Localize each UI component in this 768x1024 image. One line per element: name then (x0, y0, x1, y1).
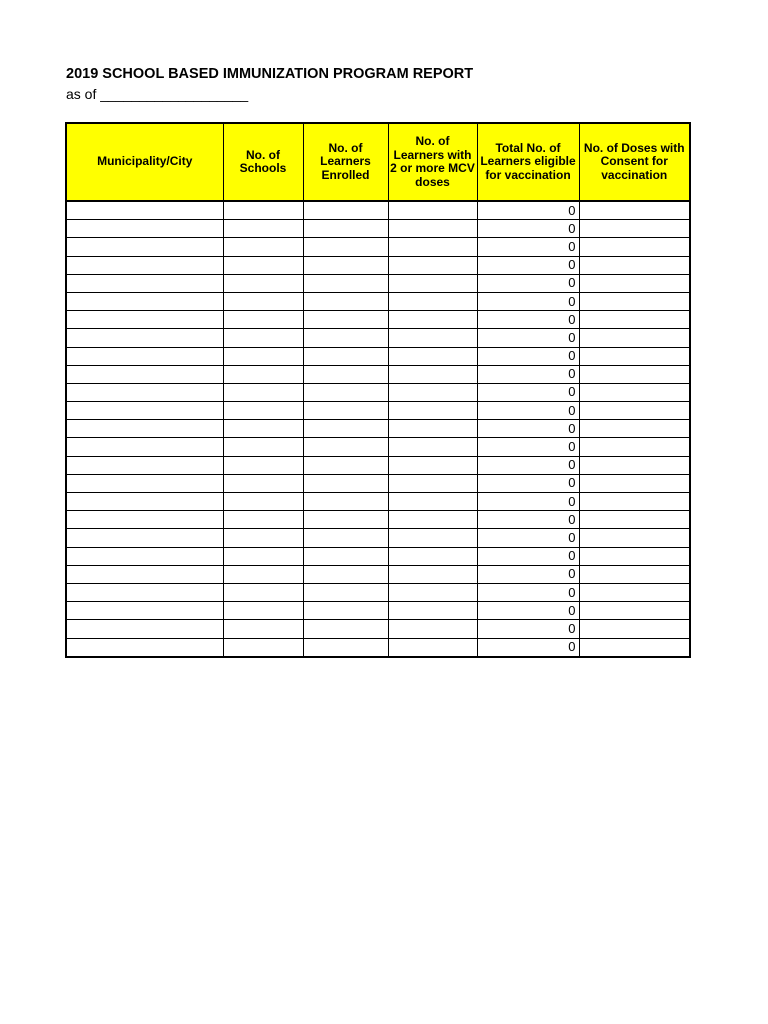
municipality-cell[interactable] (66, 329, 223, 347)
municipality-cell[interactable] (66, 474, 223, 492)
municipality-cell[interactable] (66, 638, 223, 657)
enrolled-cell[interactable] (303, 274, 388, 292)
consent-cell[interactable] (579, 420, 690, 438)
enrolled-cell[interactable] (303, 201, 388, 220)
mcv-doses-cell[interactable] (388, 420, 477, 438)
enrolled-cell[interactable] (303, 547, 388, 565)
municipality-cell[interactable] (66, 511, 223, 529)
enrolled-cell[interactable] (303, 456, 388, 474)
eligible-cell[interactable]: 0 (477, 583, 579, 601)
consent-cell[interactable] (579, 365, 690, 383)
municipality-cell[interactable] (66, 420, 223, 438)
table-row (66, 420, 690, 438)
enrolled-cell[interactable] (303, 565, 388, 583)
eligible-cell[interactable]: 0 (477, 347, 579, 365)
consent-cell[interactable] (579, 456, 690, 474)
consent-cell[interactable] (579, 238, 690, 256)
consent-cell[interactable] (579, 329, 690, 347)
mcv-doses-cell[interactable] (388, 438, 477, 456)
table-row (66, 220, 690, 238)
municipality-cell[interactable] (66, 493, 223, 511)
eligible-cell[interactable]: 0 (477, 220, 579, 238)
table-row (66, 565, 690, 583)
consent-cell[interactable] (579, 620, 690, 638)
enrolled-cell[interactable] (303, 602, 388, 620)
consent-cell[interactable] (579, 511, 690, 529)
mcv-doses-cell[interactable] (388, 292, 477, 310)
municipality-cell[interactable] (66, 220, 223, 238)
mcv-doses-cell[interactable] (388, 602, 477, 620)
eligible-cell[interactable]: 0 (477, 529, 579, 547)
consent-cell[interactable] (579, 547, 690, 565)
mcv-doses-cell[interactable] (388, 547, 477, 565)
schools-cell[interactable] (223, 456, 303, 474)
consent-cell[interactable] (579, 311, 690, 329)
schools-cell[interactable] (223, 547, 303, 565)
enrolled-cell[interactable] (303, 493, 388, 511)
consent-cell[interactable] (579, 474, 690, 492)
municipality-cell[interactable] (66, 547, 223, 565)
schools-cell[interactable] (223, 292, 303, 310)
table-row (66, 638, 690, 657)
enrolled-cell[interactable] (303, 347, 388, 365)
table-row (66, 365, 690, 383)
enrolled-cell[interactable] (303, 529, 388, 547)
schools-cell[interactable] (223, 201, 303, 220)
consent-cell[interactable] (579, 565, 690, 583)
header-doses-with-consent: No. of Doses with Consent for vaccination (579, 123, 690, 201)
table-row (66, 474, 690, 492)
eligible-cell[interactable]: 0 (477, 201, 579, 220)
enrolled-cell[interactable] (303, 511, 388, 529)
mcv-doses-cell[interactable] (388, 402, 477, 420)
mcv-doses-cell[interactable] (388, 474, 477, 492)
municipality-cell[interactable] (66, 438, 223, 456)
report-table (65, 122, 691, 658)
schools-cell[interactable] (223, 638, 303, 657)
table-row (66, 311, 690, 329)
enrolled-cell[interactable] (303, 292, 388, 310)
mcv-doses-cell[interactable] (388, 565, 477, 583)
mcv-doses-cell[interactable] (388, 220, 477, 238)
table-row (66, 602, 690, 620)
eligible-cell[interactable]: 0 (477, 474, 579, 492)
municipality-cell[interactable] (66, 602, 223, 620)
mcv-doses-cell[interactable] (388, 583, 477, 601)
eligible-cell[interactable]: 0 (477, 620, 579, 638)
enrolled-cell[interactable] (303, 420, 388, 438)
consent-cell[interactable] (579, 493, 690, 511)
mcv-doses-cell[interactable] (388, 311, 477, 329)
eligible-cell[interactable]: 0 (477, 311, 579, 329)
municipality-cell[interactable] (66, 529, 223, 547)
eligible-cell[interactable]: 0 (477, 547, 579, 565)
eligible-cell[interactable]: 0 (477, 493, 579, 511)
consent-cell[interactable] (579, 201, 690, 220)
consent-cell[interactable] (579, 529, 690, 547)
table-row (66, 383, 690, 401)
table-row (66, 493, 690, 511)
schools-cell[interactable] (223, 402, 303, 420)
table-row (66, 583, 690, 601)
eligible-cell[interactable]: 0 (477, 292, 579, 310)
schools-cell[interactable] (223, 602, 303, 620)
header-learners-2-mcv-doses: No. of Learners with 2 or more MCV doses (388, 123, 477, 201)
table-row (66, 529, 690, 547)
eligible-cell[interactable]: 0 (477, 402, 579, 420)
mcv-doses-cell[interactable] (388, 365, 477, 383)
enrolled-cell[interactable] (303, 365, 388, 383)
consent-cell[interactable] (579, 256, 690, 274)
table-row (66, 456, 690, 474)
consent-cell[interactable] (579, 292, 690, 310)
schools-cell[interactable] (223, 565, 303, 583)
municipality-cell[interactable] (66, 620, 223, 638)
enrolled-cell[interactable] (303, 620, 388, 638)
schools-cell[interactable] (223, 511, 303, 529)
header-total-eligible: Total No. of Learners eligible for vaccination (477, 123, 579, 201)
mcv-doses-cell[interactable] (388, 511, 477, 529)
schools-cell[interactable] (223, 620, 303, 638)
eligible-cell[interactable]: 0 (477, 456, 579, 474)
mcv-doses-cell[interactable] (388, 456, 477, 474)
table-row (66, 511, 690, 529)
mcv-doses-cell[interactable] (388, 529, 477, 547)
municipality-cell[interactable] (66, 311, 223, 329)
municipality-cell[interactable] (66, 583, 223, 601)
table-row (66, 329, 690, 347)
eligible-cell[interactable]: 0 (477, 602, 579, 620)
table-row (66, 620, 690, 638)
consent-cell[interactable] (579, 438, 690, 456)
table-body (66, 201, 690, 657)
enrolled-cell[interactable] (303, 638, 388, 657)
schools-cell[interactable] (223, 438, 303, 456)
schools-cell[interactable] (223, 365, 303, 383)
table-row (66, 347, 690, 365)
table-row (66, 274, 690, 292)
municipality-cell[interactable] (66, 201, 223, 220)
municipality-cell[interactable] (66, 383, 223, 401)
enrolled-cell[interactable] (303, 402, 388, 420)
municipality-cell[interactable] (66, 456, 223, 474)
enrolled-cell[interactable] (303, 311, 388, 329)
consent-cell[interactable] (579, 383, 690, 401)
mcv-doses-cell[interactable] (388, 620, 477, 638)
municipality-cell[interactable] (66, 238, 223, 256)
schools-cell[interactable] (223, 420, 303, 438)
municipality-cell[interactable] (66, 402, 223, 420)
enrolled-cell[interactable] (303, 383, 388, 401)
report-date-line: as of ___________________ (66, 86, 249, 102)
municipality-cell[interactable] (66, 365, 223, 383)
schools-cell[interactable] (223, 474, 303, 492)
table-row (66, 402, 690, 420)
mcv-doses-cell[interactable] (388, 274, 477, 292)
schools-cell[interactable] (223, 383, 303, 401)
eligible-cell[interactable]: 0 (477, 256, 579, 274)
consent-cell[interactable] (579, 583, 690, 601)
enrolled-cell[interactable] (303, 583, 388, 601)
table-row (66, 256, 690, 274)
eligible-cell[interactable]: 0 (477, 329, 579, 347)
mcv-doses-cell[interactable] (388, 347, 477, 365)
eligible-cell[interactable]: 0 (477, 438, 579, 456)
schools-cell[interactable] (223, 311, 303, 329)
schools-cell[interactable] (223, 238, 303, 256)
schools-cell[interactable] (223, 220, 303, 238)
header-municipality-city: Municipality/City (66, 123, 223, 201)
enrolled-cell[interactable] (303, 329, 388, 347)
eligible-cell[interactable]: 0 (477, 565, 579, 583)
consent-cell[interactable] (579, 402, 690, 420)
municipality-cell[interactable] (66, 347, 223, 365)
mcv-doses-cell[interactable] (388, 256, 477, 274)
header-no-of-schools: No. of Schools (223, 123, 303, 201)
eligible-cell[interactable]: 0 (477, 638, 579, 657)
consent-cell[interactable] (579, 347, 690, 365)
enrolled-cell[interactable] (303, 438, 388, 456)
eligible-cell[interactable]: 0 (477, 420, 579, 438)
schools-cell[interactable] (223, 329, 303, 347)
mcv-doses-cell[interactable] (388, 493, 477, 511)
enrolled-cell[interactable] (303, 256, 388, 274)
eligible-cell[interactable]: 0 (477, 383, 579, 401)
schools-cell[interactable] (223, 274, 303, 292)
table-row (66, 238, 690, 256)
consent-cell[interactable] (579, 274, 690, 292)
municipality-cell[interactable] (66, 565, 223, 583)
mcv-doses-cell[interactable] (388, 238, 477, 256)
mcv-doses-cell[interactable] (388, 329, 477, 347)
table-row (66, 547, 690, 565)
schools-cell[interactable] (223, 493, 303, 511)
table-row (66, 438, 690, 456)
mcv-doses-cell[interactable] (388, 383, 477, 401)
enrolled-cell[interactable] (303, 238, 388, 256)
schools-cell[interactable] (223, 256, 303, 274)
eligible-cell[interactable]: 0 (477, 365, 579, 383)
enrolled-cell[interactable] (303, 474, 388, 492)
schools-cell[interactable] (223, 583, 303, 601)
mcv-doses-cell[interactable] (388, 638, 477, 657)
consent-cell[interactable] (579, 638, 690, 657)
eligible-cell[interactable]: 0 (477, 511, 579, 529)
schools-cell[interactable] (223, 529, 303, 547)
eligible-cell[interactable]: 0 (477, 238, 579, 256)
table-row (66, 292, 690, 310)
municipality-cell[interactable] (66, 274, 223, 292)
table-header-row (66, 123, 690, 201)
consent-cell[interactable] (579, 602, 690, 620)
mcv-doses-cell[interactable] (388, 201, 477, 220)
municipality-cell[interactable] (66, 292, 223, 310)
consent-cell[interactable] (579, 220, 690, 238)
eligible-cell[interactable]: 0 (477, 274, 579, 292)
header-learners-enrolled: No. of Learners Enrolled (303, 123, 388, 201)
enrolled-cell[interactable] (303, 220, 388, 238)
municipality-cell[interactable] (66, 256, 223, 274)
report-title: 2019 SCHOOL BASED IMMUNIZATION PROGRAM REPORT (66, 66, 474, 82)
table-row (66, 201, 690, 220)
schools-cell[interactable] (223, 347, 303, 365)
